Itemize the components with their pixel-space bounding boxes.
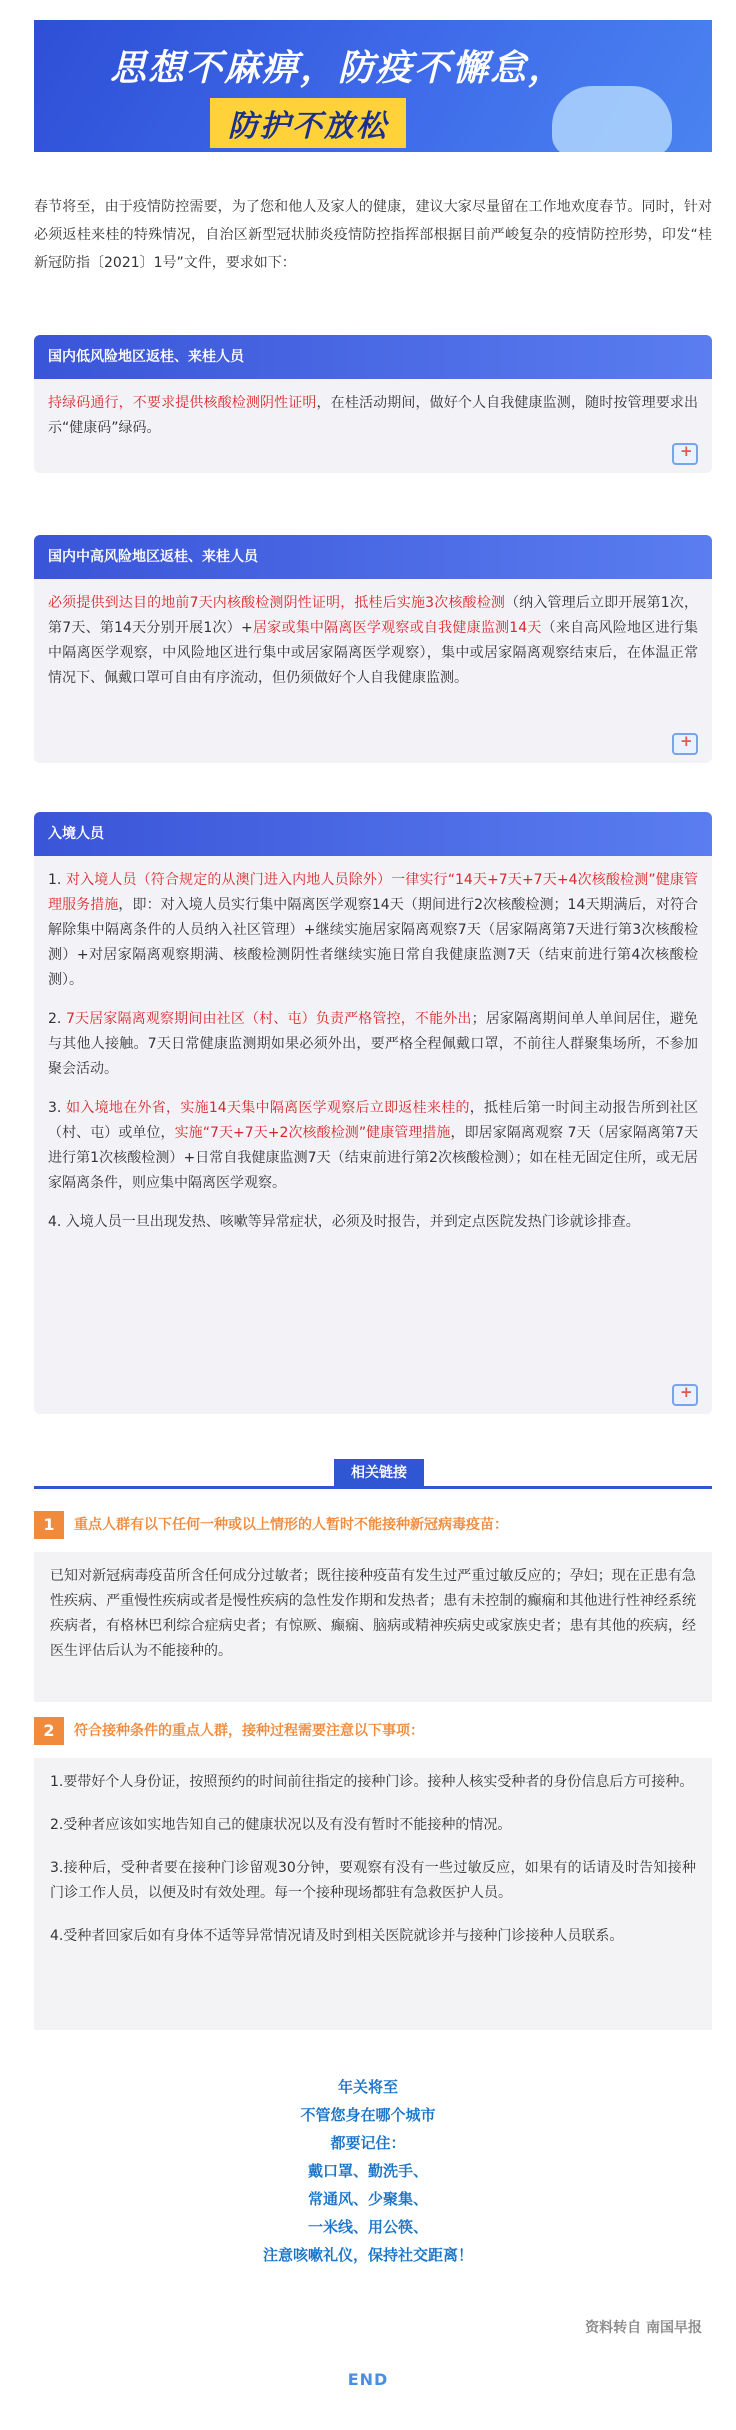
highlight-text: 对入境人员（符合规定的从澳门进入内地人员除外）一律实行“14天+7天+7天+4次核酸检测”健康管理服务措施 [48, 872, 698, 913]
highlight-text: 居家或集中隔离医学观察或自我健康监测14天 [252, 620, 542, 636]
body-text: ；居家隔离期间单人单间居住，避免与其他人接触。7天日常健康监测期如果必须外出，要严格全程佩戴口罩，不前往人群聚集场所，不参加聚会活动。 [48, 1011, 699, 1077]
related-box-1 [34, 1552, 712, 1702]
slogan-line: 年关将至 [337, 2078, 398, 2096]
slogan-line: 戴口罩、勤洗手、 [307, 2162, 428, 2180]
face-mask-graphic [552, 86, 672, 152]
body-text: ，在桂活动期间，做好个人自我健康监测，随时按管理要求出示“健康码”绿码。 [48, 395, 699, 436]
card-body [34, 856, 712, 1259]
slogan-line: 一米线、用公筷、 [307, 2218, 428, 2236]
card-body [34, 579, 712, 715]
intro-paragraph: 春节将至，由于疫情防控需要，为了您和他人及家人的健康，建议大家尽量留在工作地欢度春节。同时，针对必须返桂来桂的特殊情况，自治区新型冠状肺炎疫情防控指挥部根据目前严峻复杂的疫情防控形势，印发“桂新冠防指〔2021〕1号”文件，要求如下： [34, 199, 712, 271]
related-box-2 [34, 1758, 712, 2030]
card-inbound [34, 812, 712, 1414]
card-mid-high-risk [34, 535, 712, 763]
card-title: 入境人员 [34, 812, 712, 856]
card-title: 国内中高风险地区返桂、来桂人员 [34, 535, 712, 579]
card-low-risk [34, 335, 712, 473]
related-links-title: 相关链接 [334, 1459, 424, 1487]
number-badge: 1 [34, 1511, 64, 1539]
list-item [48, 1007, 698, 1082]
item-number: 2. [48, 1011, 66, 1027]
highlight-text: 实施“7天+7天+2次核酸检测”健康管理措施 [174, 1125, 451, 1141]
related-title: 符合接种条件的重点人群，接种过程需要注意以下事项： [74, 1723, 424, 1739]
paragraph: 已知对新冠病毒疫苗所含任何成分过敏者；既往接种疫苗有发生过严重过敏反应的；孕妇；现在正患有急性疾病、严重慢性疾病或者是慢性疾病的急性发作期和发热者；患有未控制的癫痫和其他进行性神经系统疾病者，有格林巴利综合症病史者；有惊厥、癫痫、脑病或精神疾病史或家族史者；患有其他的疾病，经医生评估后认为不能接种的。 [50, 1568, 696, 1659]
card-title: 国内低风险地区返桂、来桂人员 [34, 335, 712, 379]
medical-kit-icon [672, 733, 698, 755]
slogan [0, 2073, 736, 2269]
related-title: 重点人群有以下任何一种或以上情形的人暂时不能接种新冠病毒疫苗： [74, 1517, 508, 1533]
medical-kit-icon [672, 443, 698, 465]
slogan-line: 注意咳嗽礼仪，保持社交距离！ [262, 2246, 473, 2264]
paragraph: 2.受种者应该如实地告知自己的健康状况以及有没有暂时不能接种的情况。 [50, 1817, 512, 1833]
paragraph: 4.受种者回家后如有身体不适等异常情况请及时到相关医院就诊并与接种门诊接种人员联系。 [50, 1928, 624, 1944]
related-heading-2 [34, 1717, 712, 1745]
list-item [48, 1096, 698, 1196]
list-item: 4. 入境人员一旦出现发热、咳嗽等异常症状，必须及时报告，并到定点医院发热门诊就诊排查。 [48, 1214, 640, 1230]
slogan-line: 不管您身在哪个城市 [300, 2106, 436, 2124]
body-text: ，抵桂后第一时间主动报告所到社区（村、屯）或单位， [48, 1100, 698, 1141]
highlight-text: 如入境地在外省，实施14天集中隔离医学观察后立即返桂来桂的 [66, 1100, 470, 1116]
number-badge: 2 [34, 1717, 64, 1745]
slogan-line: 常通风、少聚集、 [307, 2190, 428, 2208]
banner-line-1: 思想不麻痹，防疫不懈怠， [110, 48, 567, 89]
source-credit: 资料转自 南国早报 [585, 2320, 702, 2336]
item-number: 3. [48, 1100, 67, 1116]
body-text: ，即居家隔离观察 7天（居家隔离第7天进行第1次核酸检测）+日常自我健康监测7天（结束前进行第2次核酸检测）；如在桂无固定住所，或无居家隔离条件，则应集中隔离医学观察。 [48, 1125, 698, 1191]
paragraph: 1.要带好个人身份证，按照预约的时间前往指定的接种门诊。接种人核实受种者的身份信息后方可接种。 [50, 1774, 694, 1790]
banner-line-2: 防护不放松 [210, 98, 406, 148]
card-body [34, 379, 712, 465]
body-text: （纳入管理后立即开展第1次，第7天、第14天分别开展1次）+ [48, 595, 698, 636]
item-number: 1. [48, 872, 66, 888]
body-text: ，即：对入境人员实行集中隔离医学观察14天（期间进行2次核酸检测；14天期满后，对符合解除集中隔离条件的人员纳入社区管理）+继续实施居家隔离观察7天（居家隔离第7天进行第3次核酸检测）+对居家隔离观察期满、核酸检测阴性者继续实施日常自我健康监测7天（结束前进行第4次核酸检测）。 [48, 897, 699, 988]
banner [34, 20, 712, 152]
slogan-line: 都要记住： [330, 2134, 406, 2152]
highlight-text: 必须提供到达目的地前7天内核酸检测阴性证明，抵桂后实施3次核酸检测 [48, 595, 506, 611]
paragraph: 3.接种后，受种者要在接种门诊留观30分钟，要观察有没有一些过敏反应，如果有的话请及时告知接种门诊工作人员，以便及时有效处理。每一个接种现场都驻有急救医护人员。 [50, 1860, 696, 1901]
highlight-text: 持绿码通行，不要求提供核酸检测阴性证明 [48, 395, 317, 411]
divider [34, 1486, 712, 1489]
medical-kit-icon [672, 1384, 698, 1406]
highlight-text: 7天居家隔离观察期间由社区（村、屯）负责严格管控，不能外出 [65, 1011, 472, 1027]
end-mark: END [347, 2370, 389, 2389]
body-text: （来自高风险地区进行集中隔离医学观察，中风险地区进行集中或居家隔离医学观察），集中或居家隔离观察结束后，在体温正常情况下、佩戴口罩可自由有序流动，但仍须做好个人自我健康监测。 [48, 620, 698, 686]
related-heading-1 [34, 1511, 712, 1539]
list-item [48, 868, 698, 993]
